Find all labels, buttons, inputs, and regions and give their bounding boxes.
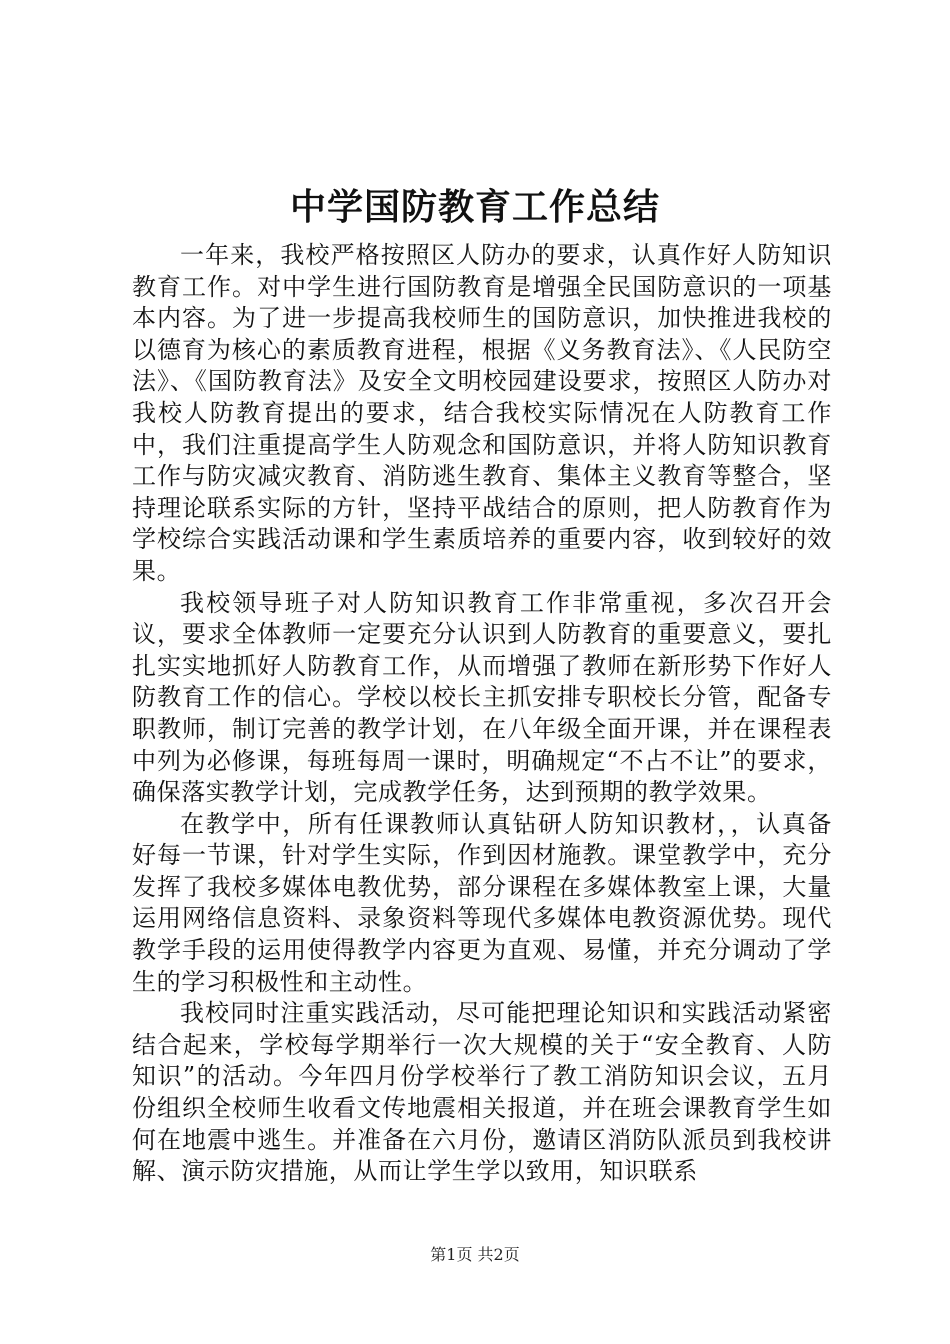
paragraph-3: 在教学中，所有任课教师认真钻研人防知识教材，，认真备好每一节课，针对学生实际，作到因材施教。课堂教学中，充分发挥了我校多媒体电教优势，部分课程在多媒体教室上课，大量运用网络信息资料、录象资料等现代多媒体电教资源优势。现代教学手段的运用使得教学内容更为直观、易懂，并充分调动了学生的学习积极性和主动性。 [132,809,832,996]
paragraph-1: 一年来，我校严格按照区人防办的要求，认真作好人防知识教育工作。对中学生进行国防教育是增强全民国防意识的一项基本内容。为了进一步提高我校师生的国防意识，加快推进我校的以德育为核心的素质教育进程，根据《义务教育法》、《人民防空法》、《国防教育法》及安全文明校园建设要求，按照区人防办对我校人防教育提出的要求，结合我校实际情况在人防教育工作中，我们注重提高学生人防观念和国防意识，并将人防知识教育工作与防灾减灾教育、消防逃生教育、集体主义教育等整合，坚持理论联系实际的方针，坚持平战结合的原则，把人防教育作为学校综合实践活动课和学生素质培养的重要内容，收到较好的效果。 [132,241,832,585]
document-body [132,240,832,1188]
paragraph-4: 我校同时注重实践活动，尽可能把理论知识和实践活动紧密结合起来，学校每学期举行一次大规模的关于“安全教育、人防知识”的活动。今年四月份学校举行了教工消防知识会议，五月份组织全校师生收看文传地震相关报道，并在班会课教育学生如何在地震中逃生。并准备在六月份，邀请区消防队派员到我校讲解、演示防灾措施，从而让学生学以致用，知识联系 [132,999,832,1186]
paragraph-2: 我校领导班子对人防知识教育工作非常重视，多次召开会议，要求全体教师一定要充分认识到人防教育的重要意义，要扎扎实实地抓好人防教育工作，从而增强了教师在新形势下作好人防教育工作的信心。学校以校长主抓安排专职校长分管，配备专职教师，制订完善的教学计划，在八年级全面开课，并在课程表中列为必修课，每班每周一课时，明确规定“不占不让”的要求，确保落实教学计划，完成教学任务，达到预期的教学效果。 [132,588,832,807]
page-number-footer: 第1页 共2页 [430,1245,520,1264]
document-title: 中学国防教育工作总结 [289,187,660,228]
